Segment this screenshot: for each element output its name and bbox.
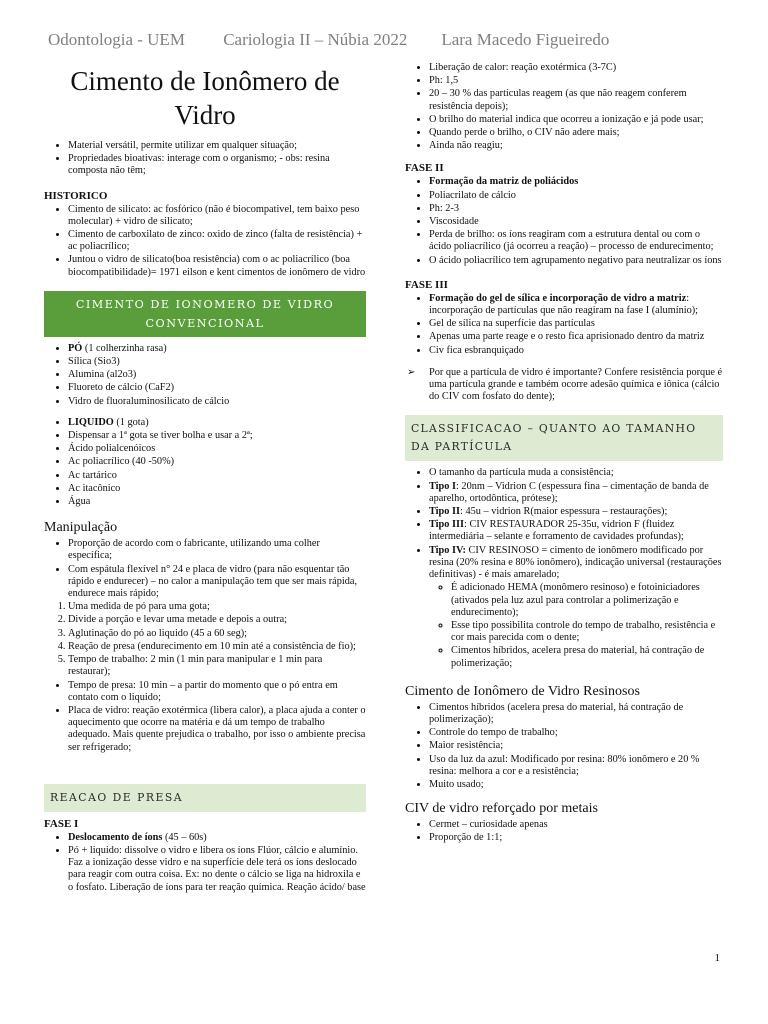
manipulacao-steps — [44, 601, 366, 678]
list-item: • Ph: 2-3 — [429, 203, 723, 215]
fase1-heading: FASE I — [44, 817, 79, 830]
list-item: • Viscosidade — [429, 216, 723, 228]
page-number: 1 — [714, 952, 720, 964]
fase2-list — [405, 176, 723, 266]
fase2-bold: Formação da matriz de poliácidos — [429, 176, 579, 188]
list-item: • Alumina (al2o3) — [68, 369, 366, 381]
list-item: • Juntou o vidro de silicato(boa resistência) com o ac poliacrílico (boa biocompatibilidade)= 1971 eilson e kent cimentos de ionômero de vidro — [68, 254, 366, 278]
fase3-arrow-list — [405, 367, 723, 404]
list-item — [68, 832, 366, 844]
list-item: • Controle do tempo de trabalho; — [429, 727, 723, 739]
list-item: • Dispensar a 1ª gota se tiver bolha e usar a 2ª; — [68, 430, 366, 442]
list-item: • O tamanho da partícula muda a consistência; — [429, 467, 723, 479]
list-item: • Com espátula flexível n° 24 e placa de vidro (para não esquentar tão rápido e endurecer) – no calor a manipulação tem que ser mais rápida, endurece mais rápido; — [68, 564, 366, 601]
fase1-bold: Deslocamento de íons — [68, 831, 163, 843]
list-item: • Sílica (Sio3) — [68, 356, 366, 368]
tipo-desc: : CIV RESTAURADOR 25-35u, vidrion F (fluidez intermediária – selante e forramento de cavidades profundas); — [429, 519, 684, 543]
page-header — [48, 30, 609, 50]
list-item: • Placa de vidro: reação exotérmica (libera calor), a placa ajuda a conter o aquecimento que ocorre na matéria e dá um tempo de trabalho adequado. Mais quente prejudica o trabalho, por isso o ambiente precisa ser refrigerado; — [68, 705, 366, 754]
metais-list — [405, 819, 723, 844]
list-item: • Maior resistência; — [429, 740, 723, 752]
list-item: • Ac poliacrílico (40 -50%) — [68, 456, 366, 468]
list-item: • Liberação de calor: reação exotérmica (3-7C) — [429, 62, 723, 74]
liquido-rest: (1 gota) — [113, 416, 149, 428]
list-item — [68, 417, 366, 429]
tipo-desc: CIV RESINOSO = cimento de ionômero modificado por resina (20% resina e 80% ionômero), indicação universal (restaurações definitivas) - é mais amarelado; — [429, 544, 722, 581]
header-course: Odontologia - UEM — [48, 30, 185, 49]
tipo-label: Tipo IV: — [429, 544, 466, 556]
list-item: • Cimento de silicato: ac fosfórico (não é biocompativel, tem baixo peso molecular) + vidro de silicato; — [68, 204, 366, 228]
list-item: 4. Reação de presa (endurecimento em 10 min até a consistência de fio); — [68, 641, 366, 653]
tipo-desc: : 20nm – Vidrion C (espessura fina – cimentação de banda de aparelho, ortodôntica, prótese); — [429, 480, 709, 504]
fase3-list — [405, 293, 723, 357]
resinosos-heading: Cimento de Ionômero de Vidro Resinosos — [405, 683, 640, 699]
list-item: ◦ Cimentos híbridos, acelera presa do material, há contração de polimerização; — [451, 645, 723, 669]
list-item: • Fluoreto de cálcio (CaF2) — [68, 382, 366, 394]
historico-heading: HISTORICO — [44, 189, 108, 202]
list-item — [429, 481, 723, 505]
manipulacao-bullets — [44, 538, 366, 600]
historico-list — [44, 204, 366, 279]
fase3-rest: : incorporação de partículas que não reagiram na fase I (alumínio); — [429, 292, 699, 317]
list-item: • Perda de brilho: os íons reagiram com a estrutura dental ou com o ácido poliacrílico (já ocorreu a reação) – processo de endurecimento; — [429, 229, 723, 253]
list-item: • Muito usado; — [429, 779, 723, 791]
fase1-rest: (45 – 60s) — [162, 831, 207, 843]
list-item: • Vidro de fluoraluminosilicato de cálcio — [68, 396, 366, 408]
header-author: Lara Macedo Figueiredo — [441, 30, 610, 49]
liquido-list — [44, 417, 366, 508]
list-item: ◦ Esse tipo possibilita controle do tempo de trabalho, resistência e cor mais parecida com o dente; — [451, 620, 723, 644]
list-item: • Quando perde o brilho, o CIV não adere mais; — [429, 127, 723, 139]
list-item: • Cimento de carboxilato de zinco: oxido de zinco (falta de resistência) + ac poliacrílico; — [68, 229, 366, 253]
document-title — [44, 64, 366, 132]
list-item: 2. Divide a porção e levar uma metade e depois a outra; — [68, 614, 366, 626]
metais-heading: CIV de vidro reforçado por metais — [405, 801, 598, 817]
spacer — [44, 409, 366, 417]
header-subject: Cariologia II – Núbia 2022 — [223, 30, 408, 49]
reacao-continued-list — [405, 62, 723, 152]
list-item: • Propriedades bioativas: interage com o organismo; - obs: resina composta não têm; — [68, 153, 366, 177]
po-list — [44, 343, 366, 408]
list-item: • Material versátil, permite utilizar em qualquer situação; — [68, 140, 366, 152]
list-item: • Proporção de 1:1; — [429, 832, 723, 844]
tipo-label: Tipo I — [429, 480, 456, 492]
section-bar-classificacao: CLASSIFICACAO – QUANTO AO TAMANHO DA PARTÍCULA — [405, 415, 723, 461]
right-column — [405, 62, 723, 846]
list-item — [429, 519, 723, 543]
tipo4-sublist — [429, 582, 723, 669]
po-rest: (1 colherzinha rasa) — [82, 342, 167, 354]
list-item — [429, 545, 723, 670]
fase1-list — [44, 832, 366, 894]
resinosos-list — [405, 702, 723, 791]
liquido-label: LIQUIDO — [68, 416, 114, 428]
list-item: • Gel de sílica na superfície das partículas — [429, 318, 723, 330]
list-item: • 20 – 30 % das partículas reagem (as que não reagem conferem resistência depois); — [429, 88, 723, 112]
tipo-label: Tipo III — [429, 519, 465, 531]
list-item: ➢ Por que a partícula de vidro é importante? Confere resistência porque é uma partícula grande e também ocorre adesão química e iônica (cálcio do CIV com fosfato do dente); — [429, 367, 723, 404]
left-column — [44, 62, 366, 895]
po-label: PÓ — [68, 342, 83, 354]
list-item: • Cermet – curiosidade apenas — [429, 819, 723, 831]
list-item — [68, 343, 366, 355]
list-item: • Ainda não reagiu; — [429, 140, 723, 152]
list-item: • Ac tartárico — [68, 470, 366, 482]
list-item: • Ac itacônico — [68, 483, 366, 495]
list-item: • Pó + liquido: dissolve o vidro e libera os íons Flúor, cálcio e alumínio. Faz a ionização desse vidro e na superfície dele terá os íons deslocado para reagir com outra coisa. Ex: no dente o cálcio se liga na hidroxila e o fosfato. Liberação de íons para ter reação química. Reação ácido/ base — [68, 845, 366, 894]
section-bar-convencional: CIMENTO DE IONOMERO DE VIDRO CONVENCIONAL — [44, 291, 366, 337]
title-line-2: Vidro — [174, 100, 236, 130]
list-item: 1. Uma medida de pó para uma gota; — [68, 601, 366, 613]
list-item — [429, 506, 723, 518]
list-item: • Cimentos híbridos (acelera presa do material, há contração de polimerização); — [429, 702, 723, 726]
list-item: • Uso da luz da azul: Modificado por resina: 80% ionômero e 20 % resina: melhora a cor e a resistência; — [429, 754, 723, 778]
tipo-label: Tipo II — [429, 506, 461, 518]
section-bar-reacao: REACAO DE PRESA — [44, 784, 366, 812]
list-item: • Ácido polialcenóicos — [68, 443, 366, 455]
title-line-1: Cimento de Ionômero de — [70, 66, 340, 96]
list-item: ◦ É adicionado HEMA (monômero resinoso) e fotoiniciadores (ativados pela luz azul para controlar a polimerização e endurecimento); — [451, 582, 723, 619]
fase3-bold: Formação do gel de sílica e incorporação de vidro a matriz — [429, 292, 687, 304]
list-item: • O ácido poliacrílico tem agrupamento negativo para neutralizar os íons — [429, 255, 723, 267]
manipulacao-heading: Manipulação — [44, 520, 118, 536]
list-item: • O brilho do material indica que ocorreu a ionização e já pode usar; — [429, 114, 723, 126]
tipo-desc: : 45u – vidrion R(maior espessura – restaurações); — [460, 506, 668, 518]
classificacao-list — [405, 467, 723, 669]
list-item: 5. Tempo de trabalho: 2 min (1 min para manipular e 1 min para restaurar); — [68, 654, 366, 678]
fase2-heading: FASE II — [405, 162, 444, 175]
list-item: • Poliacrilato de cálcio — [429, 190, 723, 202]
list-item: • Proporção de acordo com o fabricante, utilizando uma colher específica; — [68, 538, 366, 562]
list-item — [429, 176, 723, 188]
list-item — [429, 293, 723, 317]
list-item: • Civ fica esbranquiçado — [429, 345, 723, 357]
manipulacao-bullets-2 — [44, 680, 366, 754]
fase3-heading: FASE III — [405, 278, 448, 291]
list-item: • Tempo de presa: 10 min – a partir do momento que o pó entra em contato com o liquido; — [68, 680, 366, 704]
list-item: • Água — [68, 496, 366, 508]
intro-list — [44, 140, 366, 178]
list-item: • Ph: 1,5 — [429, 75, 723, 87]
list-item: • Apenas uma parte reage e o resto fica aprisionado dentro da matriz — [429, 331, 723, 343]
list-item: 3. Aglutinação do pó ao liquido (45 a 60 seg); — [68, 628, 366, 640]
